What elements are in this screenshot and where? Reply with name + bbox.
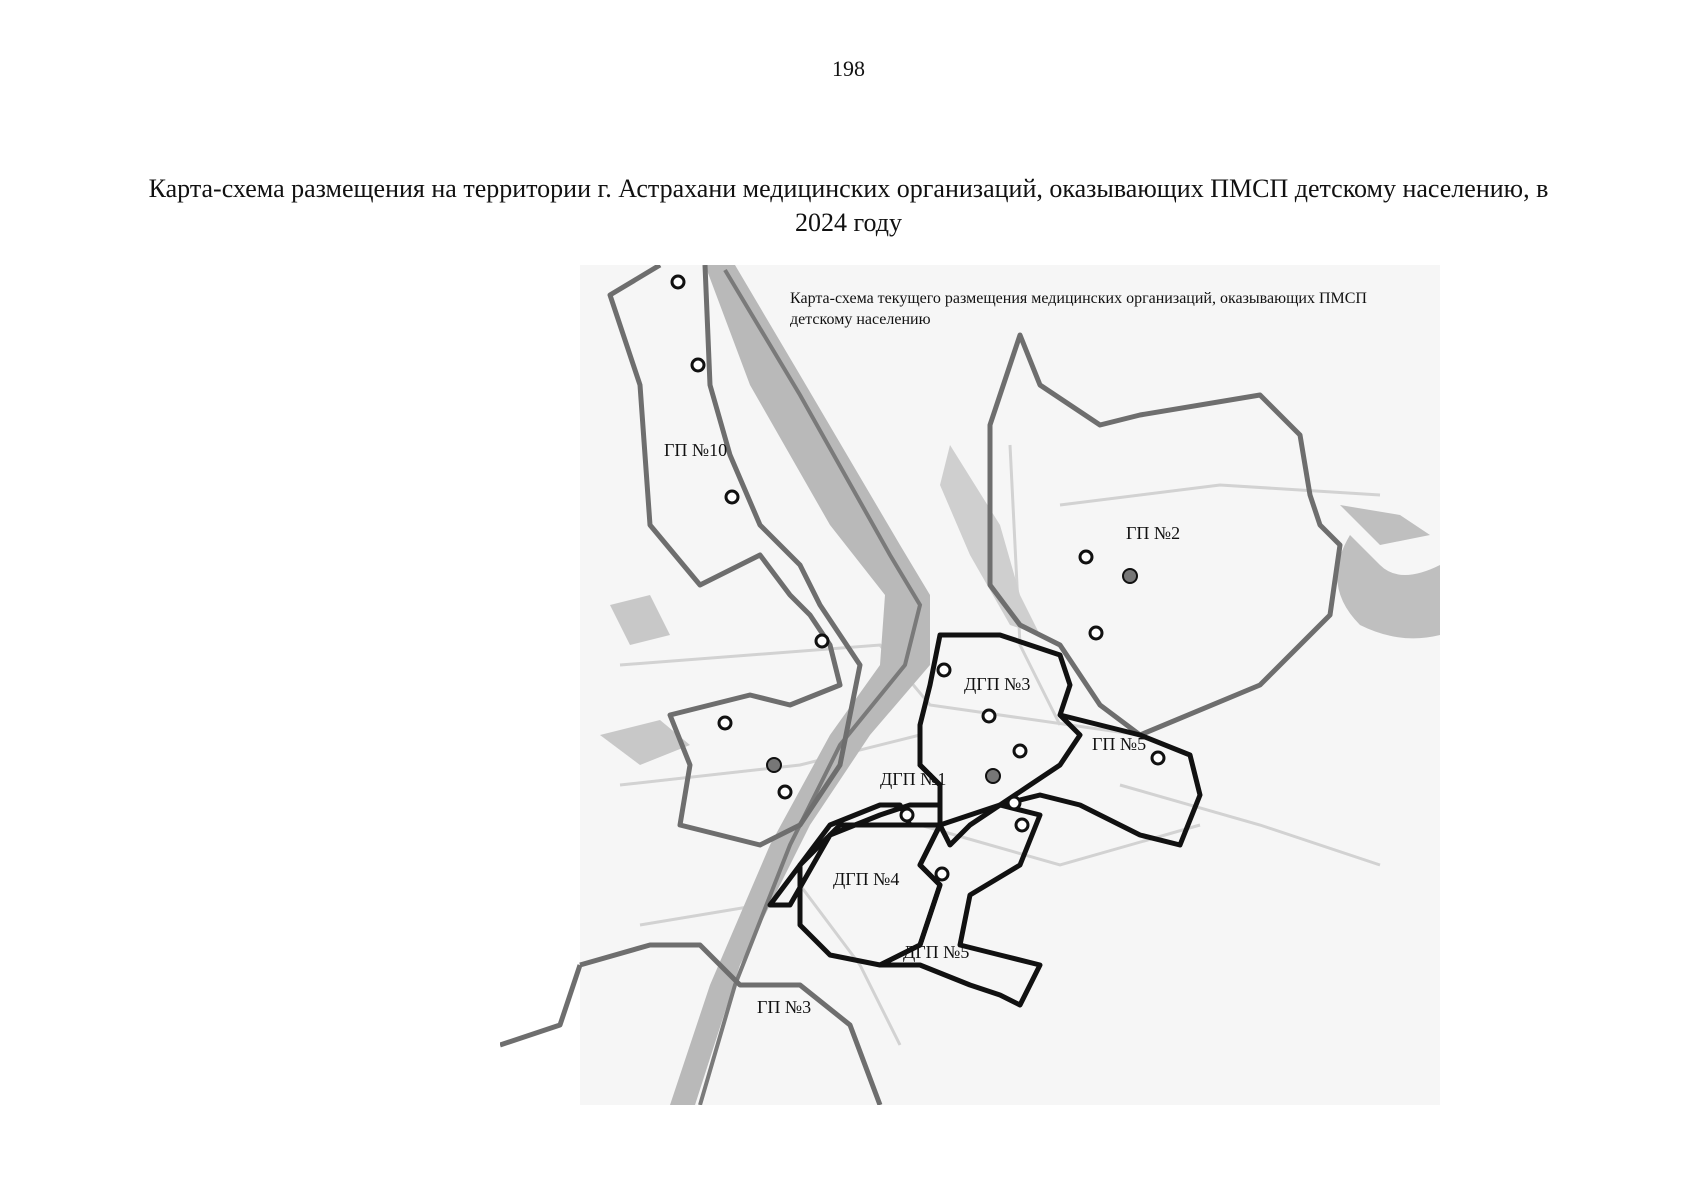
- marker-circle: [1152, 752, 1164, 764]
- label-gp2: ГП №2: [1126, 523, 1181, 543]
- marker-circle: [938, 664, 950, 676]
- label-dgp3: ДГП №3: [964, 674, 1031, 694]
- label-gp10: ГП №10: [664, 440, 728, 460]
- map-caption: Карта-схема текущего размещения медицинских организаций, оказывающих ПМСП детскому населению: [790, 290, 1367, 328]
- marker-circle: [936, 868, 948, 880]
- page-number: 198: [832, 56, 865, 81]
- map-svg: [500, 265, 1440, 1105]
- label-gp3: ГП №3: [757, 997, 812, 1017]
- label-dgp5: ДГП №5: [903, 942, 970, 962]
- marker-circle: [672, 276, 684, 288]
- document-title: Карта-схема размещения на территории г. Астрахани медицинских организаций, оказывающих ПМСП детскому населению, в 2024 году: [148, 174, 1549, 237]
- marker-circle: [816, 635, 828, 647]
- label-dgp4: ДГП №4: [833, 869, 900, 889]
- map[interactable]: [500, 265, 1440, 1105]
- marker-circle: [692, 359, 704, 371]
- marker-circle: [983, 710, 995, 722]
- marker-circle: [779, 786, 791, 798]
- marker-circle: [719, 717, 731, 729]
- marker-circle: [726, 491, 738, 503]
- marker-circle: [1090, 627, 1102, 639]
- label-gp5: ГП №5: [1092, 734, 1147, 754]
- marker-circle: [1080, 551, 1092, 563]
- marker-circle: [1014, 745, 1026, 757]
- map-left-blank: [500, 825, 580, 1105]
- label-dgp1: ДГП №1: [880, 769, 947, 789]
- marker-circle: [1008, 797, 1020, 809]
- admin-marker: [1123, 569, 1137, 583]
- admin-marker: [767, 758, 781, 772]
- marker-circle: [901, 809, 913, 821]
- marker-circle: [1016, 819, 1028, 831]
- admin-marker: [986, 769, 1000, 783]
